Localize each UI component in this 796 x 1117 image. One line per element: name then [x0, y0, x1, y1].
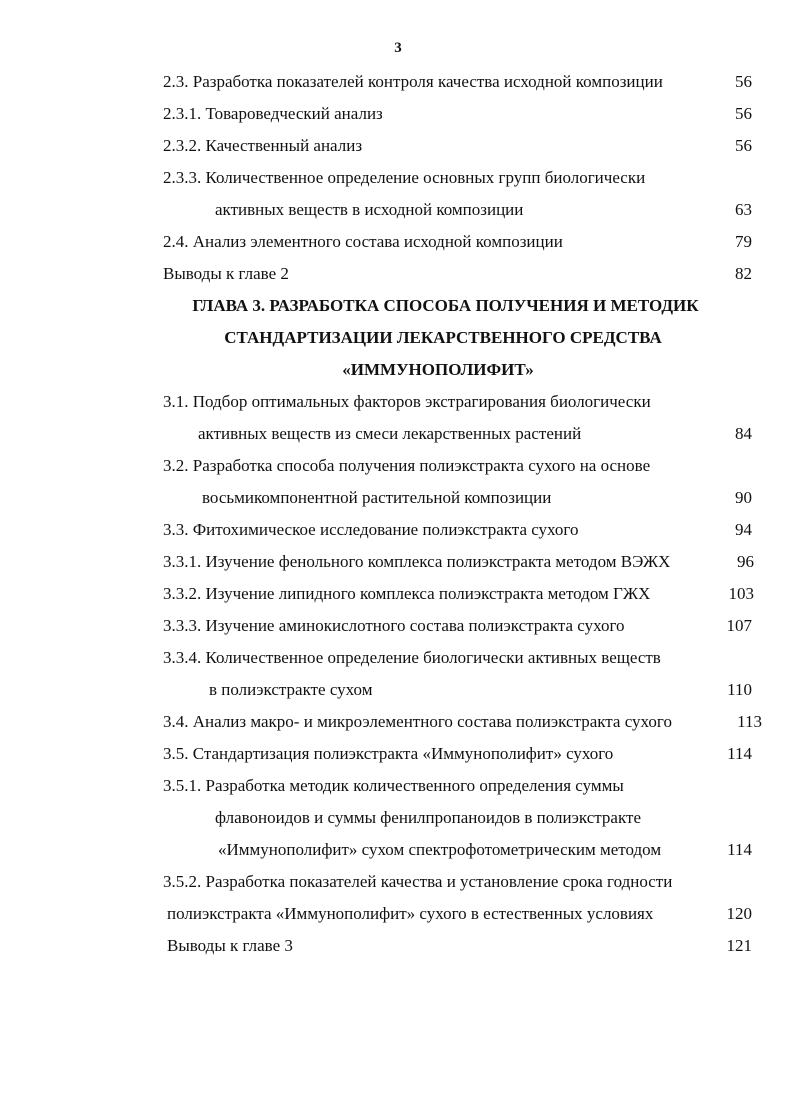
toc-entry-3-3	[0, 514, 796, 546]
toc-entry-page: 103	[728, 584, 754, 603]
toc-entry-text: 3.3.3. Изучение аминокислотного состава полиэкстракта сухого	[163, 616, 625, 635]
toc-entry-text: 2.3.3. Количественное определение основных групп биологически	[163, 168, 646, 187]
toc-entry-page: 90	[735, 488, 752, 507]
toc-entry-2-3-1	[0, 98, 796, 130]
toc-entry-page: 113	[737, 712, 762, 731]
table-of-contents	[0, 66, 796, 962]
toc-entry-text: 3.3.1. Изучение фенольного комплекса полиэкстракта методом ВЭЖХ	[163, 552, 671, 571]
toc-entry-2-3-3	[0, 162, 796, 194]
toc-entry-text: в полиэкстракте сухом	[209, 680, 373, 699]
toc-entry-conclusions-2	[0, 258, 796, 290]
toc-entry-page: 114	[727, 840, 752, 859]
toc-entry-3-4	[0, 706, 796, 738]
chapter-heading-line-2: СТАНДАРТИЗАЦИИ ЛЕКАРСТВЕННОГО СРЕДСТВА	[224, 328, 662, 347]
chapter-heading-line-3: «ИММУНОПОЛИФИТ»	[342, 360, 534, 379]
toc-entry-page: 121	[726, 936, 752, 955]
toc-entry-3-5-2	[0, 866, 796, 898]
toc-entry-3-1	[0, 386, 796, 418]
toc-entry-page: 107	[726, 616, 752, 635]
toc-entry-3-5	[0, 738, 796, 770]
toc-entry-text: 3.1. Подбор оптимальных факторов экстрагирования биологически	[163, 392, 651, 411]
toc-entry-page: 56	[735, 104, 752, 123]
toc-entry-text: 3.3. Фитохимическое исследование полиэкстракта сухого	[163, 520, 579, 539]
toc-entry-page: 94	[735, 520, 752, 539]
toc-entry-page: 110	[727, 680, 752, 699]
toc-entry-3-5-2-cont	[0, 898, 796, 930]
toc-entry-text: Выводы к главе 3	[167, 936, 293, 955]
toc-entry-page: 114	[727, 744, 752, 763]
toc-entry-page: 63	[735, 200, 752, 219]
toc-entry-text: флавоноидов и суммы фенилпропаноидов в полиэкстракте	[215, 808, 641, 827]
toc-entry-text: активных веществ из смеси лекарственных растений	[198, 424, 582, 443]
toc-entry-text: активных веществ в исходной композиции	[215, 200, 524, 219]
page-number: 3	[394, 40, 402, 56]
toc-entry-text: 2.3.2. Качественный анализ	[163, 136, 363, 155]
toc-entry-3-3-1	[0, 546, 796, 578]
toc-entry-text: 3.4. Анализ макро- и микроэлементного состава полиэкстракта сухого	[163, 712, 672, 731]
toc-entry-text: 2.3. Разработка показателей контроля качества исходной композиции	[163, 72, 663, 91]
toc-entry-3-5-1-cont-1	[0, 802, 796, 834]
chapter-heading-line-1: ГЛАВА 3. РАЗРАБОТКА СПОСОБА ПОЛУЧЕНИЯ И МЕТОДИК	[192, 296, 699, 315]
toc-entry-2-3	[0, 66, 796, 98]
toc-entry-3-2	[0, 450, 796, 482]
toc-entry-text: 3.5. Стандартизация полиэкстракта «Иммунополифит» сухого	[163, 744, 614, 763]
toc-entry-text: 3.5.2. Разработка показателей качества и установление срока годности	[163, 872, 673, 891]
toc-entry-text: 3.3.2. Изучение липидного комплекса полиэкстракта методом ГЖХ	[163, 584, 651, 603]
toc-entry-text: 3.2. Разработка способа получения полиэкстракта сухого на основе	[163, 456, 651, 475]
toc-entry-page: 96	[737, 552, 754, 571]
toc-entry-3-5-1	[0, 770, 796, 802]
toc-entry-2-3-2	[0, 130, 796, 162]
toc-entry-3-1-cont	[0, 418, 796, 450]
toc-entry-3-2-cont	[0, 482, 796, 514]
toc-entry-3-3-2	[0, 578, 796, 610]
toc-entry-text: 3.3.4. Количественное определение биологически активных веществ	[163, 648, 661, 667]
toc-entry-page: 56	[735, 72, 752, 91]
toc-entry-page: 56	[735, 136, 752, 155]
toc-entry-page: 82	[735, 264, 752, 283]
toc-entry-3-3-4	[0, 642, 796, 674]
toc-entry-text: «Иммунополифит» сухом спектрофотометрическим методом	[218, 840, 662, 859]
toc-entry-text: 3.5.1. Разработка методик количественного определения суммы	[163, 776, 624, 795]
toc-entry-page: 120	[726, 904, 752, 923]
toc-entry-text: полиэкстракта «Иммунополифит» сухого в естественных условиях	[167, 904, 654, 923]
toc-entry-2-3-3-cont	[0, 194, 796, 226]
toc-entry-conclusions-3	[0, 930, 796, 962]
toc-entry-page: 84	[735, 424, 752, 443]
toc-entry-text: 2.4. Анализ элементного состава исходной композиции	[163, 232, 563, 251]
toc-entry-text: Выводы к главе 2	[163, 264, 289, 283]
toc-entry-text: восьмикомпонентной растительной композиции	[202, 488, 552, 507]
toc-entry-text: 2.3.1. Товароведческий анализ	[163, 104, 383, 123]
toc-entry-3-3-3	[0, 610, 796, 642]
toc-entry-2-4	[0, 226, 796, 258]
toc-entry-3-5-1-cont-2	[0, 834, 796, 866]
toc-entry-3-3-4-cont	[0, 674, 796, 706]
toc-entry-page: 79	[735, 232, 752, 251]
